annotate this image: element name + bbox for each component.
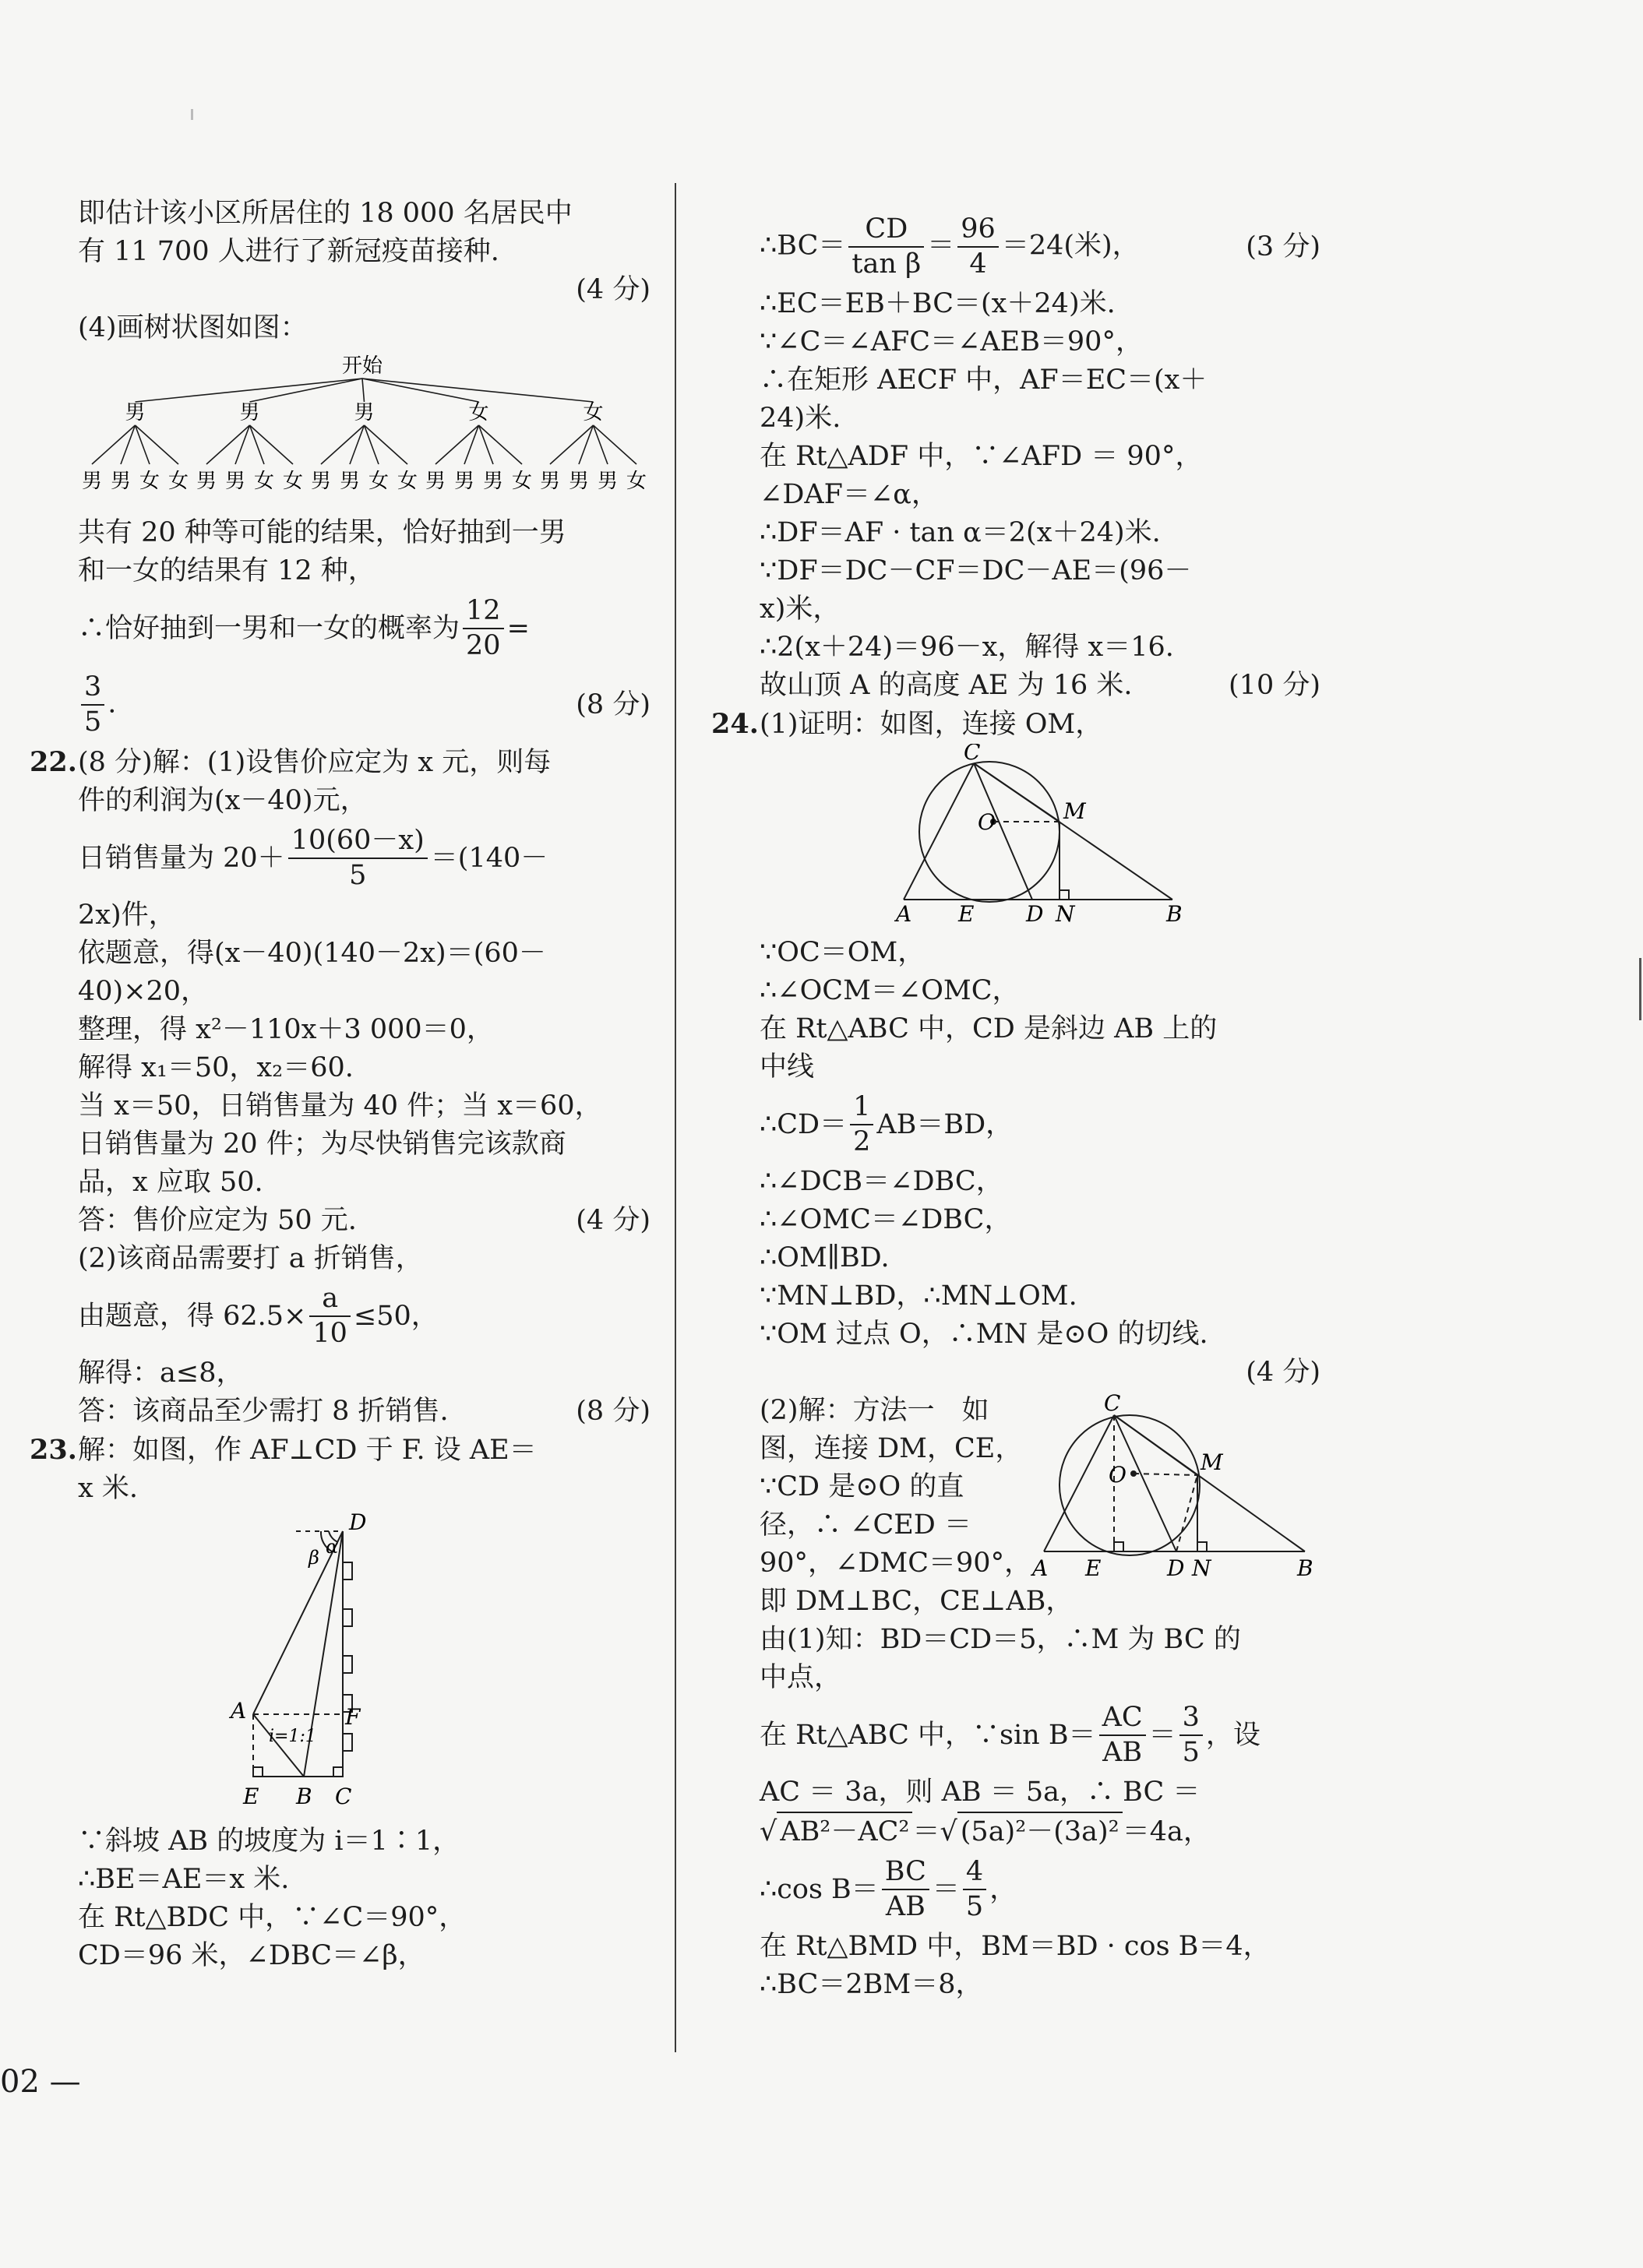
tree-root: 开始	[341, 354, 383, 378]
text: ＝	[932, 1873, 960, 1905]
text-line: 件的利润为(x－40)元，	[78, 785, 368, 816]
numerator: 96	[957, 216, 999, 248]
numerator: 4	[963, 1858, 986, 1890]
text: .	[108, 688, 117, 720]
text: ∴BC＝	[760, 230, 846, 262]
text-line	[711, 705, 1320, 744]
text: ，	[989, 1873, 1017, 1905]
label-O: O	[978, 809, 996, 835]
text-line	[760, 1354, 1320, 1392]
tree-node-level2: 女	[282, 470, 304, 493]
label-C: C	[1104, 1392, 1121, 1416]
tree-node-level1: 男	[354, 401, 375, 424]
label-M: M	[1063, 798, 1086, 824]
text-line: ∵OM 过点 O，∴MN 是⊙O 的切线.	[760, 1319, 1208, 1350]
text-line	[78, 271, 651, 309]
text-line	[760, 1851, 1320, 1928]
denominator: AB	[1102, 1737, 1143, 1768]
fraction	[882, 1858, 929, 1921]
text-line: 40)×20，	[78, 976, 209, 1007]
denominator: 5	[1182, 1737, 1200, 1768]
text-line: 24)米.	[760, 403, 841, 434]
score: (4 分)	[576, 274, 651, 305]
label-B: B	[1297, 1555, 1313, 1581]
text-line: ∵CD 是⊙O 的直	[760, 1471, 964, 1502]
denominator: 4	[969, 248, 987, 280]
label-O: O	[1109, 1462, 1126, 1488]
tree-node-level2: 女	[253, 470, 275, 493]
text: ＝4a，	[1122, 1816, 1211, 1847]
text: ＝	[912, 1816, 940, 1847]
text-line	[760, 209, 1320, 285]
text-line: ∴BC＝2BM＝8，	[760, 1969, 983, 2000]
score: (3 分)	[1246, 231, 1320, 262]
fraction	[309, 1285, 351, 1347]
page-dash: —	[49, 2064, 81, 2100]
text-line	[30, 1431, 651, 1470]
text-line	[78, 1202, 651, 1240]
slope-diagram	[78, 1508, 651, 1812]
text: AB＝BD，	[876, 1108, 1014, 1140]
tree-node-level1: 女	[468, 401, 489, 424]
label-C: C	[335, 1784, 352, 1809]
tree-node-level2: 男	[81, 470, 103, 493]
tree-node-level2: 男	[110, 470, 132, 493]
numerator: 3	[81, 674, 104, 706]
fraction	[288, 827, 428, 889]
text: 日销售量为 20＋	[78, 842, 285, 874]
text-line: 中线	[760, 1051, 815, 1083]
label-N: N	[1056, 901, 1075, 923]
denominator: tan β	[851, 248, 922, 280]
circle-diagram-2	[1024, 1392, 1320, 1583]
text-line: 共有 20 种等可能的结果，恰好抽到一男	[78, 517, 566, 548]
text-line: ∴2(x＋24)＝96－x，解得 x＝16.	[760, 632, 1174, 663]
tree-diagram	[78, 347, 651, 503]
text-line	[78, 1393, 651, 1431]
score: (4 分)	[576, 1205, 651, 1236]
tree-node-level2: 男	[425, 470, 446, 493]
text-line: 径，∴ ∠CED ＝	[760, 1509, 971, 1541]
label-C: C	[964, 744, 981, 765]
fraction	[1099, 1704, 1146, 1766]
text: ∴cos B＝	[760, 1873, 879, 1905]
question-number: 23.	[30, 1434, 77, 1466]
text: ∴CD＝	[760, 1108, 848, 1140]
text-line: 和一女的结果有 12 种，	[78, 555, 375, 586]
fraction	[850, 1091, 873, 1157]
denominator: 5	[349, 860, 367, 891]
tree-node-level2: 男	[539, 470, 561, 493]
text: 答：售价应定为 50 元.	[78, 1205, 357, 1236]
text-line: √ AB²－AC² ＝√ (5a)²－(3a)² ＝4a，	[760, 1812, 1320, 1851]
label-beta: β	[309, 1547, 319, 1569]
scan-edge	[1639, 958, 1641, 1020]
numerator: 1	[850, 1094, 873, 1125]
text-line: 当 x＝50，日销售量为 40 件；当 x＝60，	[78, 1090, 602, 1122]
tree-node-level2: 男	[568, 470, 590, 493]
text-line: (4)画树状图如图：	[78, 312, 308, 343]
text: ，设	[1205, 1719, 1260, 1751]
tree-node-level2: 男	[453, 470, 475, 493]
radicand: (5a)²－(3a)²	[957, 1812, 1123, 1851]
label-B: B	[1166, 901, 1183, 923]
radicand: AB²－AC²	[777, 1812, 912, 1851]
text: 由题意，得 62.5×	[78, 1300, 307, 1332]
tree-node-level2: 男	[196, 470, 217, 493]
numerator: BC	[882, 1858, 929, 1890]
tree-node-level2: 女	[397, 470, 418, 493]
score: (10 分)	[1229, 670, 1320, 701]
label-i: i=1:1	[269, 1727, 316, 1746]
text: ＝(140－	[430, 842, 548, 874]
numerator: AC	[1099, 1704, 1146, 1736]
text-line	[760, 1697, 1320, 1773]
question-number: 22.	[30, 746, 77, 778]
text-line	[30, 743, 651, 782]
tree-node-level2: 女	[139, 470, 160, 493]
text-line: (2)该商品需要打 a 折销售，	[78, 1243, 423, 1274]
label-A: A	[231, 1698, 247, 1724]
score: (4 分)	[1246, 1357, 1320, 1388]
text-line: ∵MN⊥BD，∴MN⊥OM.	[760, 1280, 1077, 1312]
text: (8 分)解：(1)设售价应定为 x 元，则每	[78, 747, 552, 778]
label-M: M	[1201, 1449, 1223, 1475]
page-number-text: 02	[0, 2064, 40, 2100]
text-line: ∵∠C＝∠AFC＝∠AEB＝90°，	[760, 326, 1143, 357]
question-number: 24.	[711, 708, 759, 740]
text-line: 即估计该小区所居住的 18 000 名居民中	[78, 198, 573, 229]
text-line: ∴OM∥BD.	[760, 1242, 890, 1273]
text-line: 解得：a≤8，	[78, 1358, 244, 1389]
label-D: D	[1026, 901, 1044, 923]
fraction	[963, 1858, 986, 1921]
text-line: 即 DM⊥BC，CE⊥AB，	[760, 1586, 1074, 1617]
text-line: ∴∠OMC＝∠DBC，	[760, 1204, 1012, 1235]
text-line	[78, 667, 651, 743]
denominator: 2	[853, 1126, 871, 1157]
label-D: D	[1167, 1555, 1185, 1581]
text-line	[78, 1278, 651, 1354]
tree-node-level1: 男	[125, 401, 146, 424]
text: ＝	[927, 230, 955, 262]
text-line: ∵斜坡 AB 的坡度为 i＝1∶1，	[78, 1826, 460, 1857]
numerator: CD	[848, 216, 924, 248]
fraction	[81, 671, 104, 738]
tree-node-level2: 女	[167, 470, 189, 493]
label-E: E	[243, 1784, 259, 1809]
text-line: ∴在矩形 AECF 中，AF＝EC＝(x＋	[760, 364, 1208, 396]
tree-node-level1: 男	[239, 401, 260, 424]
text: ∴恰好抽到一男和一女的概率为	[78, 612, 460, 644]
text: ＝	[1148, 1719, 1176, 1751]
text: 答：该商品至少需打 8 折销售.	[78, 1396, 449, 1427]
text-line: 90°，∠DMC＝90°，	[760, 1548, 1032, 1579]
text: =	[506, 612, 530, 644]
label-A: A	[1032, 1555, 1049, 1581]
text-line: x)米，	[760, 593, 841, 625]
text-line	[760, 1086, 1320, 1163]
fraction	[1179, 1704, 1203, 1766]
text-line: ∴EC＝EB＋BC＝(x＋24)米.	[760, 288, 1116, 319]
text-line: 在 Rt△BMD 中，BM＝BD · cos B＝4，	[760, 1931, 1271, 1962]
text-line: 有 11 700 人进行了新冠疫苗接种.	[78, 236, 499, 267]
numerator: 12	[463, 597, 504, 629]
label-F: F	[345, 1704, 361, 1730]
column-divider	[675, 183, 676, 2052]
text-line: 由(1)知：BD＝CD＝5，∴M 为 BC 的	[760, 1624, 1241, 1655]
text-line: 依题意，得(x－40)(140－2x)＝(60－	[78, 938, 546, 969]
text-line: ∵OC＝OM，	[760, 937, 926, 968]
text-line: 在 Rt△ABC 中，CD 是斜边 AB 上的	[760, 1013, 1218, 1044]
tree-node-level2: 男	[224, 470, 246, 493]
label-B: B	[296, 1784, 312, 1809]
tree-node-level2: 男	[339, 470, 361, 493]
text: 在 Rt△ABC 中，∵sin B＝	[760, 1719, 1096, 1751]
text-line: 日销售量为 20 件；为尽快销售完该款商	[78, 1129, 566, 1160]
text-line: ∴∠OCM＝∠OMC，	[760, 975, 1020, 1006]
text-line: AC ＝ 3a，则 AB ＝ 5a，∴ BC ＝	[760, 1777, 1201, 1808]
label-E: E	[958, 901, 975, 923]
text: 故山顶 A 的高度 AE 为 16 米.	[760, 670, 1133, 701]
denominator: 20	[466, 630, 501, 661]
tree-node-level2: 女	[511, 470, 533, 493]
text-line: ∴∠DCB＝∠DBC，	[760, 1166, 1003, 1197]
label-E: E	[1085, 1555, 1102, 1581]
text-line: ∴BE＝AE＝x 米.	[78, 1864, 290, 1895]
text: ≤50，	[353, 1300, 439, 1332]
method-one-block	[760, 1392, 1320, 1583]
text-line: 在 Rt△ADF 中，∵∠AFD ＝ 90°，	[760, 441, 1203, 472]
text: ＝24(米)，	[1001, 230, 1140, 262]
text-line: 中点，	[760, 1662, 842, 1693]
text-line: (2)解：方法一 如	[760, 1395, 989, 1426]
text-line: 2x)件，	[78, 900, 176, 931]
tree-node-level2: 女	[368, 470, 390, 493]
fraction	[957, 213, 999, 280]
numerator: a	[309, 1285, 351, 1317]
tree-node-level2: 男	[310, 470, 332, 493]
text-line	[78, 590, 651, 667]
text-line: 图，连接 DM，CE，	[760, 1433, 1023, 1464]
right-column	[711, 209, 1320, 2004]
tree-node-level2: 男	[482, 470, 504, 493]
numerator: 10(60－x)	[288, 827, 428, 859]
label-alpha: α	[326, 1536, 339, 1558]
text: 解：如图，作 AF⊥CD 于 F. 设 AE＝	[78, 1435, 537, 1466]
text-line: 整理，得 x²－110x＋3 000＝0，	[78, 1014, 494, 1045]
fraction	[848, 213, 924, 280]
score: (8 分)	[576, 688, 651, 720]
denominator: 5	[84, 706, 102, 738]
denominator: 10	[312, 1318, 347, 1349]
page-number	[0, 2064, 81, 2100]
denominator: AB	[885, 1891, 926, 1922]
tree-node-level2: 女	[626, 470, 647, 493]
text-line: 解得 x₁＝50，x₂＝60.	[78, 1052, 354, 1083]
label-A: A	[896, 901, 912, 923]
label-D: D	[349, 1509, 367, 1535]
circle-diagram-1	[760, 744, 1320, 923]
score: (8 分)	[576, 1396, 651, 1427]
text-line	[78, 820, 651, 896]
scan-mark	[191, 109, 193, 120]
tree-node-level2: 男	[597, 470, 619, 493]
text: (1)证明：如图，连接 OM，	[760, 709, 1103, 740]
left-column	[30, 195, 651, 1975]
tree-node-level1: 女	[583, 401, 604, 424]
fraction	[463, 597, 504, 660]
text-line: ∴DF＝AF · tan α＝2(x＋24)米.	[760, 517, 1161, 548]
text-line: ∵DF＝DC－CF＝DC－AE＝(96－	[760, 555, 1192, 586]
numerator: 3	[1179, 1704, 1203, 1736]
text-line: ∠DAF＝∠α，	[760, 479, 939, 510]
label-N: N	[1192, 1555, 1211, 1581]
denominator: 5	[965, 1891, 984, 1922]
text-line: CD＝96 米，∠DBC＝∠β，	[78, 1940, 425, 1971]
text-line: 品，x 应取 50.	[78, 1167, 263, 1198]
text-line: x 米.	[78, 1473, 138, 1504]
text-line	[760, 667, 1320, 705]
text-line: 在 Rt△BDC 中，∵∠C＝90°，	[78, 1902, 467, 1933]
